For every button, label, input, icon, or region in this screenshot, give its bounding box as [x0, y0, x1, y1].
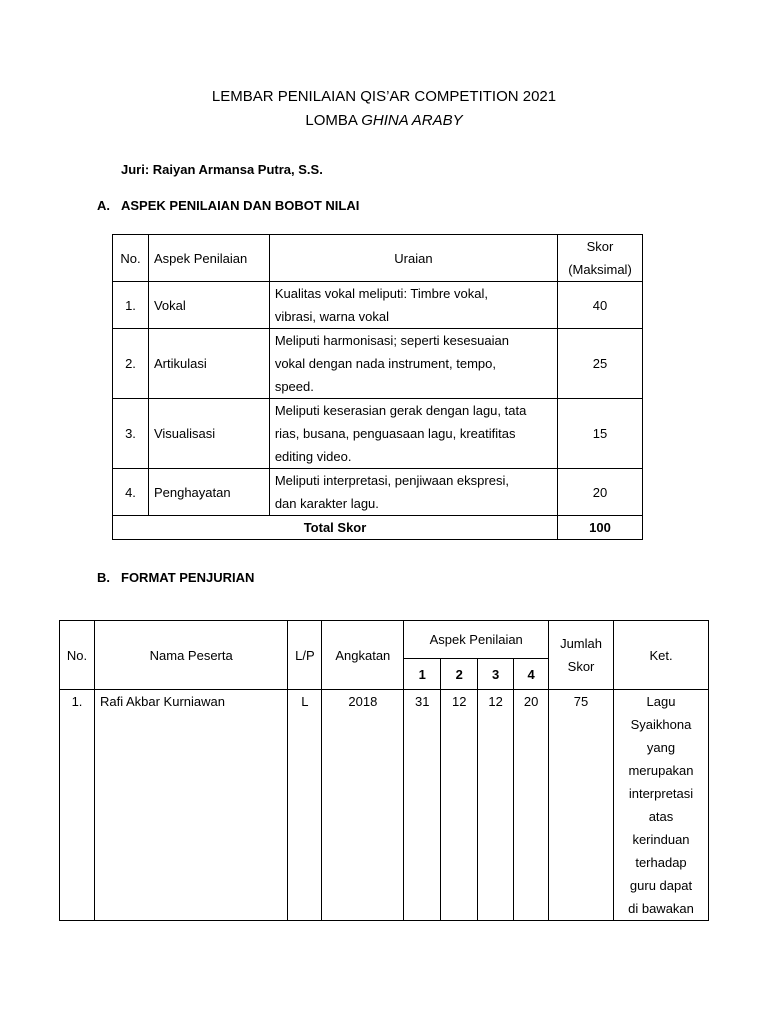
uraian-line: vokal dengan nada instrument, tempo, — [274, 356, 496, 371]
header-skor-line2: (Maksimal) — [568, 262, 632, 277]
header-aspek-3: 3 — [478, 659, 514, 690]
row-angkatan: 2018 — [322, 690, 404, 921]
table-header-row — [113, 235, 643, 282]
section-b-heading — [97, 570, 254, 585]
row-jumlah: 75 — [549, 690, 614, 921]
format-penjurian-table — [59, 620, 709, 921]
uraian-line: Meliputi harmonisasi; seperti kesesuaian — [274, 333, 509, 348]
header-no: No. — [113, 235, 149, 282]
table-row — [113, 399, 643, 469]
uraian-line: speed. — [274, 379, 314, 394]
row-score-3: 12 — [478, 690, 514, 921]
table-header-row — [60, 621, 709, 659]
table-row — [113, 282, 643, 329]
header-skor — [558, 235, 643, 282]
row-uraian — [269, 282, 557, 329]
row-score-4: 20 — [514, 690, 549, 921]
header-jumlah-line2: Skor — [567, 659, 595, 674]
uraian-line: Kualitas vokal meliputi: Timbre vokal, — [274, 286, 488, 301]
row-no: 1. — [60, 690, 95, 921]
header-aspek: Aspek Penilaian — [404, 621, 549, 659]
header-aspek-4: 4 — [514, 659, 549, 690]
ket-line: yang — [646, 740, 676, 755]
document-title: LEMBAR PENILAIAN QIS’AR COMPETITION 2021 — [211, 88, 557, 105]
uraian-line: vibrasi, warna vokal — [274, 309, 389, 324]
ket-line: atas — [648, 809, 674, 824]
uraian-line: rias, busana, penguasaan lagu, kreatifitas — [274, 426, 516, 441]
ket-line: merupakan — [628, 763, 694, 778]
row-lp: L — [288, 690, 322, 921]
header-jumlah — [549, 621, 614, 690]
row-aspek: Penghayatan — [148, 469, 269, 516]
row-skor: 20 — [558, 469, 643, 516]
row-no: 4. — [113, 469, 149, 516]
row-aspek: Vokal — [148, 282, 269, 329]
uraian-line: editing video. — [274, 449, 352, 464]
uraian-line: dan karakter lagu. — [274, 496, 379, 511]
document-subtitle — [0, 112, 768, 130]
header-aspek: Aspek Penilaian — [148, 235, 269, 282]
row-uraian — [269, 469, 557, 516]
row-skor: 40 — [558, 282, 643, 329]
row-no: 2. — [113, 329, 149, 399]
ket-line: di bawakan — [628, 901, 694, 916]
table-row — [60, 690, 709, 921]
ket-line: Lagu — [646, 694, 676, 709]
table-row — [113, 329, 643, 399]
subtitle-prefix: LOMBA — [305, 112, 362, 129]
header-aspek-1: 1 — [404, 659, 441, 690]
header-lp: L/P — [288, 621, 322, 690]
ket-line: kerinduan — [632, 832, 690, 847]
header-ket: Ket. — [614, 621, 709, 690]
header-skor-line1: Skor — [586, 239, 614, 254]
header-uraian: Uraian — [269, 235, 557, 282]
header-nama: Nama Peserta — [94, 621, 287, 690]
total-row — [113, 516, 643, 540]
ket-line: terhadap — [635, 855, 687, 870]
juri-line: Juri: Raiyan Armansa Putra, S.S. — [121, 162, 323, 177]
row-aspek: Artikulasi — [148, 329, 269, 399]
table-row — [113, 469, 643, 516]
row-score-2: 12 — [441, 690, 478, 921]
row-no: 3. — [113, 399, 149, 469]
ket-line: guru dapat — [629, 878, 693, 893]
row-aspek: Visualisasi — [148, 399, 269, 469]
section-a-heading — [97, 198, 359, 213]
row-ket — [614, 690, 709, 921]
row-nama: Rafi Akbar Kurniawan — [94, 690, 287, 921]
total-label: Total Skor — [113, 516, 558, 540]
subtitle-italic: GHINA ARABY — [361, 112, 463, 129]
section-a-title: ASPEK PENILAIAN DAN BOBOT NILAI — [121, 198, 360, 213]
ket-line: Syaikhona — [630, 717, 692, 732]
aspek-penilaian-table — [112, 234, 643, 540]
header-jumlah-line1: Jumlah — [560, 636, 602, 651]
section-b-number: B. — [97, 570, 110, 585]
total-value: 100 — [558, 516, 643, 540]
header-angkatan: Angkatan — [322, 621, 404, 690]
row-skor: 15 — [558, 399, 643, 469]
section-a-number: A. — [97, 198, 110, 213]
row-score-1: 31 — [404, 690, 441, 921]
uraian-line: Meliputi interpretasi, penjiwaan ekspresi, — [274, 473, 509, 488]
ket-line: interpretasi — [628, 786, 694, 801]
header-no: No. — [60, 621, 95, 690]
row-no: 1. — [113, 282, 149, 329]
row-uraian — [269, 329, 557, 399]
section-b-title: FORMAT PENJURIAN — [121, 570, 255, 585]
uraian-line: Meliputi keserasian gerak dengan lagu, tata — [274, 403, 527, 418]
header-aspek-2: 2 — [441, 659, 478, 690]
row-uraian — [269, 399, 557, 469]
row-skor: 25 — [558, 329, 643, 399]
